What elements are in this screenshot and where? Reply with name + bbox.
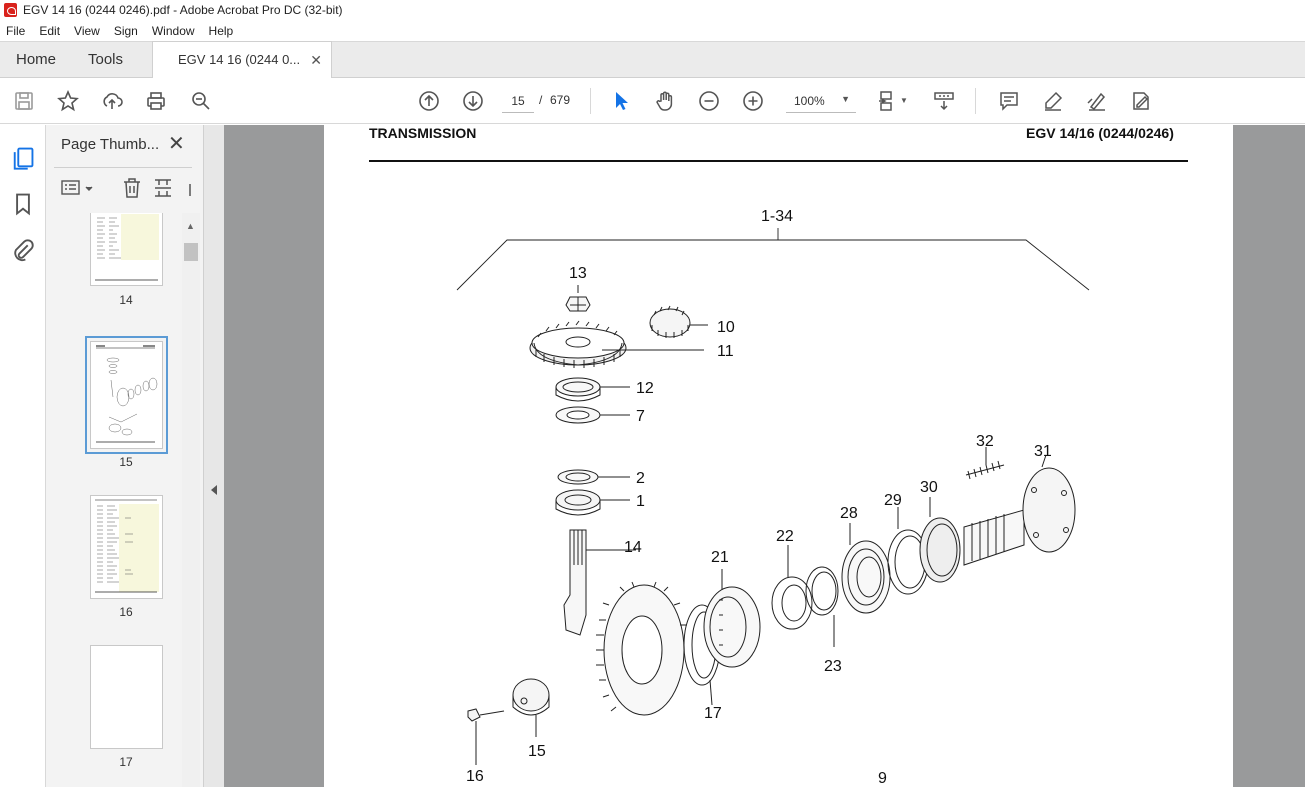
scroll-up-arrow-icon[interactable]: ▲ bbox=[186, 221, 195, 231]
page-number-input[interactable] bbox=[502, 89, 534, 113]
page-thumbnail-15[interactable] bbox=[90, 341, 163, 449]
callout-label: 30 bbox=[920, 479, 938, 496]
callout-label: 13 bbox=[569, 265, 587, 282]
callout-label: 10 bbox=[717, 319, 735, 336]
callout-label: 2 bbox=[636, 470, 645, 487]
page-header-model: EGV 14/16 (0244/0246) bbox=[1026, 125, 1174, 141]
save-icon[interactable] bbox=[11, 88, 37, 114]
page-separator: / bbox=[539, 93, 543, 107]
rotate-page-icon[interactable] bbox=[184, 176, 192, 200]
thumbnail-label: 16 bbox=[119, 605, 133, 619]
menu-view[interactable]: View bbox=[74, 23, 100, 38]
page-total: 679 bbox=[550, 93, 571, 107]
page-thumbnail-16[interactable] bbox=[90, 495, 163, 599]
callout-label: 31 bbox=[1034, 443, 1052, 460]
print-icon[interactable] bbox=[143, 88, 169, 114]
pdf-page bbox=[324, 125, 1233, 787]
callout-label: 12 bbox=[636, 380, 654, 397]
page-thumbnails-panel bbox=[46, 125, 204, 787]
previous-page-icon[interactable] bbox=[416, 88, 442, 114]
panel-title: Page Thumb... bbox=[61, 136, 160, 153]
page-thumbnail-14[interactable] bbox=[90, 213, 163, 286]
attachments-paperclip-icon[interactable] bbox=[10, 237, 36, 263]
menu-edit[interactable]: Edit bbox=[39, 23, 61, 38]
exploded-parts-diagram bbox=[324, 125, 1233, 787]
thumbnail-16-preview bbox=[91, 496, 162, 598]
callout-label: 21 bbox=[711, 549, 729, 566]
zoom-level-value: 100% bbox=[794, 94, 825, 108]
window-titlebar bbox=[0, 0, 1305, 20]
sign-icon[interactable] bbox=[1084, 88, 1110, 114]
zoom-out-icon[interactable] bbox=[696, 88, 722, 114]
toolbar-divider bbox=[975, 88, 976, 114]
page-header-section: TRANSMISSION bbox=[369, 125, 477, 141]
page-thumbnails-icon[interactable] bbox=[10, 145, 36, 171]
callout-label: 16 bbox=[466, 768, 484, 785]
callout-label: 23 bbox=[824, 658, 842, 675]
select-cursor-icon[interactable] bbox=[608, 88, 634, 114]
thumbnail-label: 15 bbox=[119, 455, 133, 469]
page-number: 9 bbox=[878, 770, 887, 787]
tab-bar bbox=[0, 41, 1305, 78]
callout-label: 32 bbox=[976, 433, 994, 450]
menu-window[interactable]: Window bbox=[151, 23, 195, 38]
document-canvas[interactable] bbox=[224, 125, 1305, 787]
collapse-panel-arrow-icon[interactable] bbox=[211, 485, 217, 495]
edit-pdf-icon[interactable] bbox=[1128, 88, 1154, 114]
thumbnail-label: 14 bbox=[119, 293, 133, 307]
left-navigation-rail bbox=[0, 125, 46, 787]
panel-divider bbox=[54, 167, 192, 168]
extract-pages-icon[interactable] bbox=[152, 176, 174, 200]
tab-tools[interactable]: Tools bbox=[88, 51, 124, 68]
comment-icon[interactable] bbox=[996, 88, 1022, 114]
callout-label: 17 bbox=[704, 705, 722, 722]
thumbnail-scrollbar[interactable] bbox=[182, 213, 200, 787]
group-label: 1-34 bbox=[761, 208, 794, 225]
callout-label: 11 bbox=[717, 343, 734, 360]
bookmark-star-icon[interactable] bbox=[55, 88, 81, 114]
menu-file[interactable]: File bbox=[6, 23, 26, 38]
panel-collapse-strip[interactable] bbox=[204, 125, 224, 787]
zoom-in-icon[interactable] bbox=[740, 88, 766, 114]
delete-page-icon[interactable] bbox=[120, 176, 144, 200]
tab-document[interactable] bbox=[152, 41, 332, 78]
scrollbar-thumb[interactable] bbox=[184, 243, 198, 261]
menu-help[interactable]: Help bbox=[208, 23, 234, 38]
tab-home[interactable]: Home bbox=[16, 51, 57, 68]
main-toolbar bbox=[0, 78, 1305, 124]
pdf-app-icon bbox=[4, 3, 17, 17]
hand-tool-icon[interactable] bbox=[652, 88, 678, 114]
callout-label: 29 bbox=[884, 492, 902, 509]
thumbnail-list bbox=[46, 213, 182, 787]
window-title: EGV 14 16 (0244 0246).pdf - Adobe Acrobat Pro DC (32-bit) bbox=[23, 3, 343, 17]
page-display-icon[interactable] bbox=[875, 88, 901, 114]
thumbnail-15-preview bbox=[91, 342, 162, 448]
thumbnail-label: 17 bbox=[119, 755, 133, 769]
next-page-icon[interactable] bbox=[460, 88, 486, 114]
menu-sign[interactable]: Sign bbox=[113, 23, 138, 38]
zoom-level-dropdown[interactable] bbox=[786, 89, 856, 113]
callout-label: 14 bbox=[624, 539, 642, 556]
thumbnail-14-preview bbox=[91, 213, 162, 285]
zoom-search-icon[interactable] bbox=[188, 88, 214, 114]
page-display-chevron-icon[interactable]: ▼ bbox=[900, 96, 908, 105]
scroll-mode-icon[interactable] bbox=[931, 88, 957, 114]
bookmarks-icon[interactable] bbox=[10, 191, 36, 217]
page-thumbnail-17[interactable] bbox=[90, 645, 163, 749]
close-panel-icon[interactable]: ✕ bbox=[168, 133, 185, 155]
close-tab-icon[interactable]: ✕ bbox=[310, 52, 322, 68]
share-upload-icon[interactable] bbox=[99, 88, 125, 114]
callout-label: 28 bbox=[840, 505, 858, 522]
chevron-down-icon: ▼ bbox=[841, 94, 850, 104]
toolbar-divider bbox=[590, 88, 591, 114]
callout-label: 7 bbox=[636, 408, 645, 425]
callout-label: 1 bbox=[636, 493, 645, 510]
tab-document-label: EGV 14 16 (0244 0... bbox=[178, 52, 301, 67]
callout-label: 22 bbox=[776, 528, 794, 545]
thumbnail-options-menu[interactable] bbox=[60, 176, 96, 200]
menu-bar bbox=[0, 20, 1305, 41]
highlight-pen-icon[interactable] bbox=[1040, 88, 1066, 114]
callout-label: 15 bbox=[528, 743, 546, 760]
